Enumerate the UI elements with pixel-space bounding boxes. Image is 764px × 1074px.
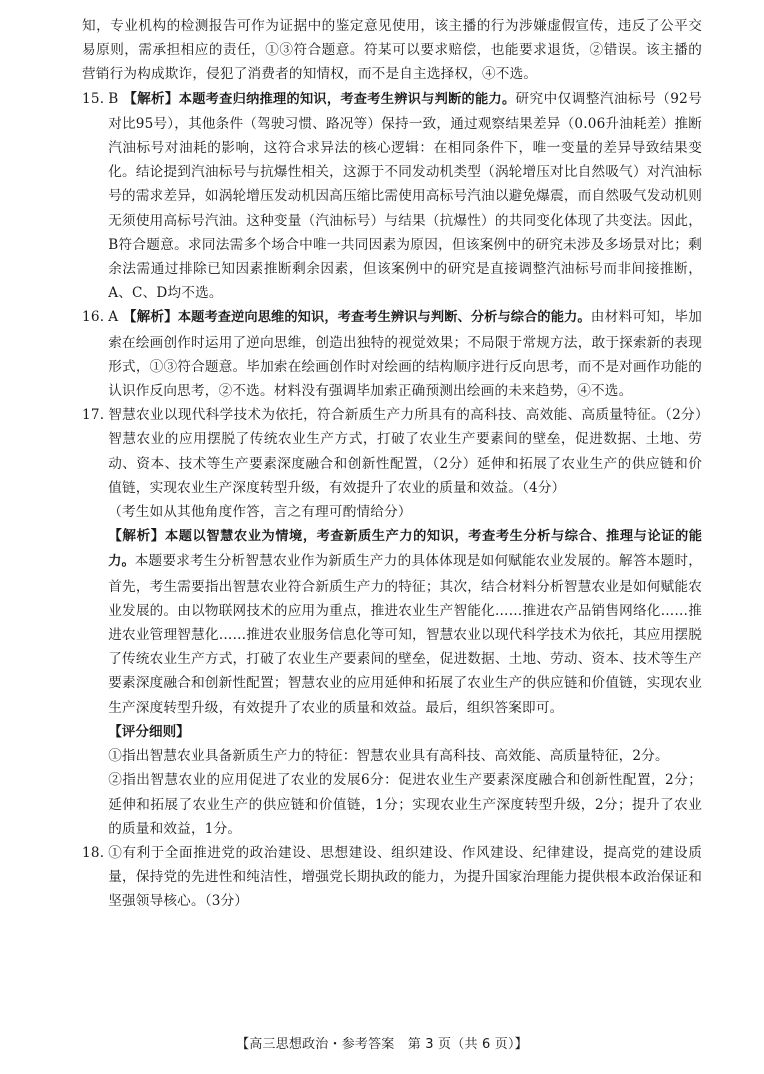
question-number: 16.	[82, 309, 105, 326]
question-18	[82, 841, 702, 914]
page-footer: 【高三思想政治・参考答案 第 3 页（共 6 页）】	[236, 1037, 528, 1052]
analysis-text: 由材料可知，毕加索在绘画创作时运用了逆向思维，创造出独特的视觉效果；不局限于常规方法，敢于探索新的表现形式，①③符合题意。毕加索在绘画创作时对绘画的结构顺序进行反向思考，而不是对画作功能的认识作反向思考，②不选。材料没有强调毕加索正确预测出绘画的未来趋势，④不选。	[108, 309, 702, 400]
answer-letter: B	[108, 90, 119, 107]
grading-note: （考生如从其他角度作答，言之有理可酌情给分）	[108, 504, 412, 521]
analysis-tag: 【解析】	[108, 528, 165, 545]
question-16	[82, 305, 702, 403]
reference-answer: 智慧农业以现代科学技术为依托，符合新质生产力所具有的高科技、高效能、高质量特征。（2分）智慧农业的应用摆脱了传统农业生产方式，打破了农业生产要素间的壁垒，促进数据、土地、劳动、资本、技术等生产要素深度融合和创新性配置，（2分）延伸和拓展了农业生产的供应链和价值链，实现农业生产深度转型升级，有效提升了农业的质量和效益。（4分）	[108, 407, 702, 496]
question-body: ①有利于全面推进党的政治建设、思想建设、组织建设、作风建设、纪律建设，提高党的建设质量，保持党的先进性和纯洁性，增强党长期执政的能力，为提升国家治理能力提供根本政治保证和坚强领导核心。（3分）	[108, 844, 702, 910]
analysis	[108, 524, 702, 720]
question-15	[82, 87, 702, 306]
analysis-tag: 【解析】	[123, 90, 179, 107]
question-number: 17.	[82, 407, 105, 424]
analysis-lead: 本题考查归纳推理的知识，考查考生辨识与判断的能力。	[178, 91, 516, 107]
answer-letter: A	[108, 309, 119, 326]
question-body	[108, 305, 702, 403]
rubric-heading	[108, 720, 702, 744]
analysis-text: 研究中仅调整汽油标号（92号对比95号），其他条件（驾驶习惯、路况等）保持一致，通过观察结果差异（0.06升油耗差）推断汽油标号对油耗的影响，这符合求异法的核心逻辑：在相同条件下，唯一变量的差异导致结果变化。结论提到汽油标号与抗爆性相关，这源于不同发动机类型（涡轮增压对比自然吸气）对汽油标号的需求差异，如涡轮增压发动机因高压缩比需使用高标号汽油以避免爆震，而自然吸气发动机则无须使用高标号汽油。这种变量（汽油标号）与结果（抗爆性）的共同变化体现了共变法。因此，B符合题意。求同法需多个场合中唯一共同因素为原因，但该案例中的研究未涉及多场景对比；剩余法需通过排除已知因素推断剩余因素，但该案例中的研究是直接调整汽油标号而非间接推断，A、C、D均不选。	[108, 90, 703, 302]
page-content	[82, 14, 702, 914]
question-body	[108, 87, 702, 306]
analysis-lead: 本题以智慧农业为情境，考查新质生产力的知识，考查考生分析与综合、推理与论证的能力。	[108, 529, 702, 570]
analysis-tag: 【解析】	[122, 309, 178, 326]
q14-continuation: 知，专业机构的检测报告可作为证据中的鉴定意见使用，该主播的行为涉嫌虚假宣传，违反了公平交易原则，需承担相应的责任，①③符合题意。符某可以要求赔偿，也能要求退货，②错误。该主播的营销行为构成欺诈，侵犯了消费者的知情权，而不是自主选择权，④不选。	[82, 18, 702, 83]
rubric-tag: 【评分细则】	[108, 723, 190, 740]
rubric-item-2: ②指出智慧农业的应用促进了农业的发展6分：促进农业生产要素深度融合和创新性配置，2分；延伸和拓展了农业生产的供应链和价值链，1分；实现农业生产深度转型升级，2分；提升了农业的质量和效益，1分。	[108, 772, 702, 837]
analysis-text: 本题要求考生分析智慧农业作为新质生产力的具体体现是如何赋能农业发展的。解答本题时，首先，考生需要指出智慧农业符合新质生产力的特征；其次，结合材料分析智慧农业是如何赋能农业发展的。由以物联网技术的应用为重点，推进农业生产智能化……推进农产品销售网络化……推进农业管理智慧化……推进农业服务信息化等可知，智慧农业以现代科学技术为依托，其应用摆脱了传统农业生产方式，打破了农业生产要素间的壁垒，促进数据、土地、劳动、资本、技术等生产要素深度融合和创新性配置；智慧农业的应用延伸和拓展了农业生产的供应链和价值链，实现农业生产深度转型升级，有效提升了农业的质量和效益。最后，组织答案即可。	[108, 553, 702, 716]
question-number: 15.	[82, 90, 105, 107]
rubric-item-1: ①指出智慧农业具备新质生产力的特征：智慧农业具有高科技、高效能、高质量特征，2分。	[108, 748, 669, 765]
question-body	[108, 403, 702, 841]
question-17	[82, 403, 702, 841]
question-number: 18.	[82, 844, 105, 861]
analysis-lead: 本题考查逆向思维的知识，考查考生辨识与判断、分析与综合的能力。	[177, 310, 591, 326]
